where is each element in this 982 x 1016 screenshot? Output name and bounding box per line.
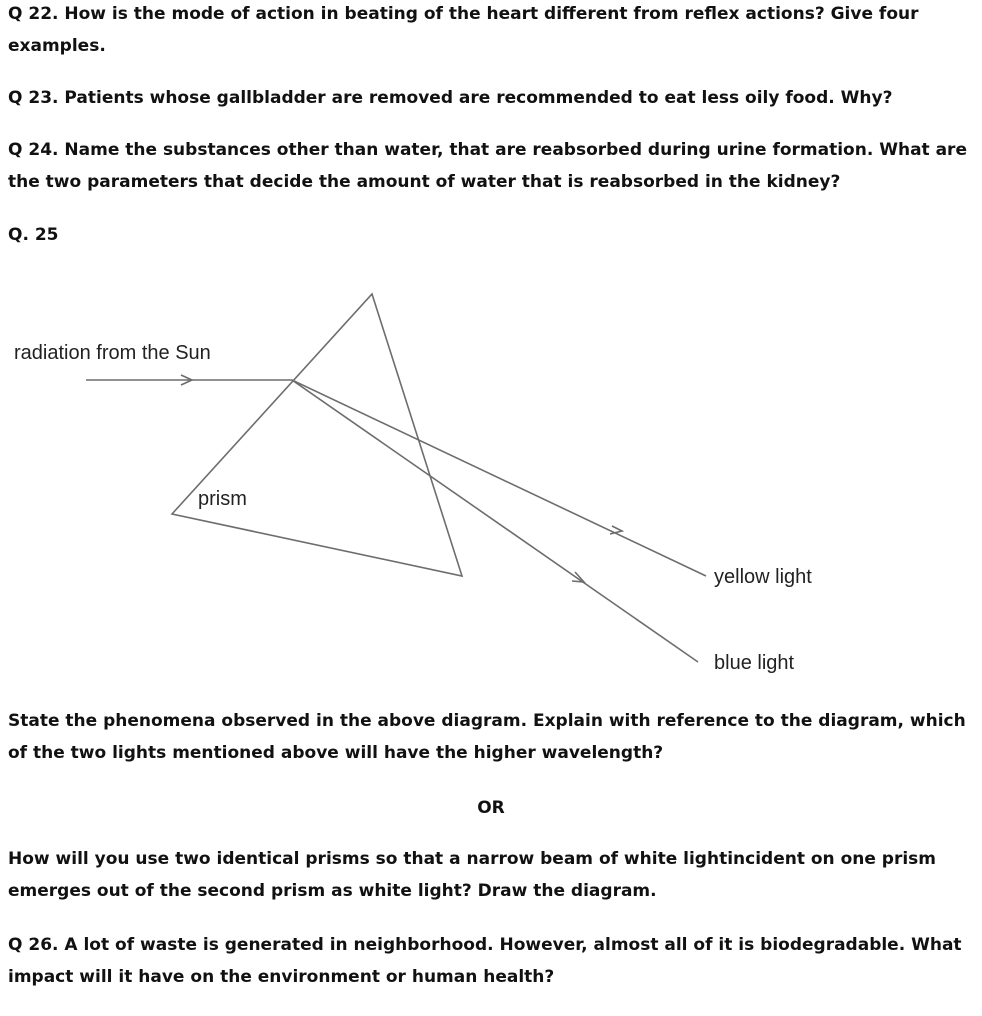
prism-dispersion-diagram <box>0 280 982 700</box>
question-24: Q 24. Name the substances other than water, that are reabsorbed during urine formation. What are the two parameters that decide the amount of water that is reabsorbed in the kidney? <box>8 140 967 192</box>
blue-light-label: blue light <box>714 652 795 674</box>
question-25-label: Q. 25 <box>8 225 59 245</box>
blue-arrow <box>572 572 584 582</box>
yellow-light-label: yellow light <box>714 566 812 588</box>
question-26: Q 26. A lot of waste is generated in neighborhood. However, almost all of it is biodegradable. What impact will it have on the environment or human health? <box>8 935 962 987</box>
yellow-arrow <box>610 526 622 534</box>
yellow-ray <box>292 380 706 576</box>
question-25-alternative: How will you use two identical prisms so that a narrow beam of white lightincident on one prism emerges out of the second prism as white light? Draw the diagram. <box>8 849 937 901</box>
or-separator: OR <box>477 798 505 818</box>
question-23: Q 23. Patients whose gallbladder are removed are recommended to eat less oily food. Why? <box>8 88 893 108</box>
incident-label: radiation from the Sun <box>14 342 211 364</box>
prism-label: prism <box>198 488 247 510</box>
question-22: Q 22. How is the mode of action in beating of the heart different from reflex actions? Give four examples. <box>8 4 919 56</box>
question-25-text: State the phenomena observed in the above diagram. Explain with reference to the diagram, which of the two lights mentioned above will have the higher wavelength? <box>8 711 966 763</box>
prism-shape <box>172 294 462 576</box>
blue-ray <box>292 380 698 662</box>
